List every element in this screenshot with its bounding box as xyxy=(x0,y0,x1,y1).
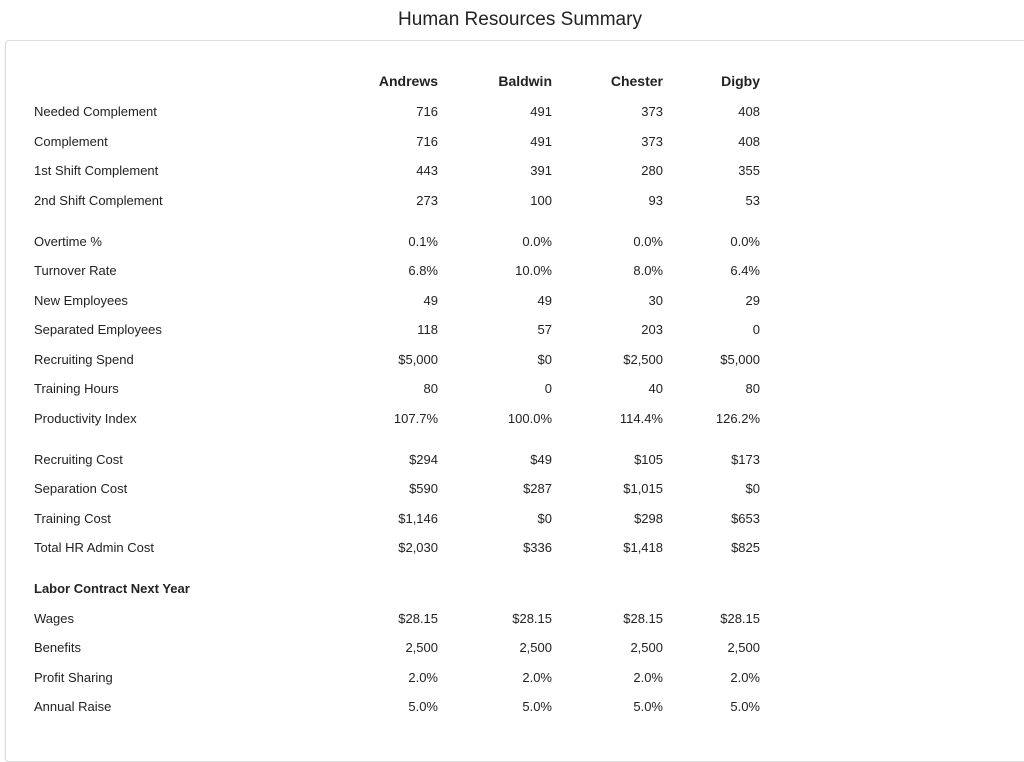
cell-chester: 280 xyxy=(641,163,663,178)
table-row xyxy=(34,191,774,211)
cell-digby: 6.4% xyxy=(730,263,760,278)
cell-baldwin: 100 xyxy=(530,193,552,208)
cell-digby: 408 xyxy=(738,134,760,149)
cell-chester: 5.0% xyxy=(633,699,663,714)
cell-digby: 80 xyxy=(745,381,760,396)
cell-digby: 53 xyxy=(745,193,760,208)
cell-baldwin: 491 xyxy=(530,134,552,149)
table-row xyxy=(34,350,774,370)
cell-chester: 2.0% xyxy=(633,670,663,685)
row-label: Recruiting Cost xyxy=(34,452,123,467)
cell-baldwin: 0.0% xyxy=(522,234,552,249)
page-title: Human Resources Summary xyxy=(398,9,642,30)
table-row xyxy=(34,320,774,340)
cell-chester: 114.4% xyxy=(619,411,663,426)
row-label: Needed Complement xyxy=(34,104,157,119)
row-label: Separated Employees xyxy=(34,322,162,337)
row-label: Overtime % xyxy=(34,234,102,249)
cell-andrews: 6.8% xyxy=(408,263,438,278)
cell-andrews: 107.7% xyxy=(393,411,438,426)
cell-chester: $298 xyxy=(634,511,663,526)
cell-andrews: $590 xyxy=(409,481,438,496)
cell-chester: $2,500 xyxy=(623,352,663,367)
row-label: Total HR Admin Cost xyxy=(34,540,154,555)
table-row xyxy=(34,379,774,399)
cell-baldwin: 391 xyxy=(530,163,552,178)
cell-digby: 2.0% xyxy=(730,670,760,685)
cell-andrews: 5.0% xyxy=(408,699,438,714)
cell-baldwin: 49 xyxy=(537,293,552,308)
cell-baldwin: 2.0% xyxy=(522,670,552,685)
cell-chester: 203 xyxy=(641,322,663,337)
cell-digby: 0.0% xyxy=(730,234,760,249)
cell-digby: 2,500 xyxy=(727,640,760,655)
cell-baldwin: 0 xyxy=(544,381,552,396)
cell-digby: $5,000 xyxy=(720,352,760,367)
column-header-baldwin: Baldwin xyxy=(498,73,552,89)
column-header-row xyxy=(34,71,774,91)
row-label: Annual Raise xyxy=(34,699,112,714)
cell-baldwin: $287 xyxy=(523,481,552,496)
row-label: Complement xyxy=(34,134,108,149)
cell-andrews: 443 xyxy=(416,163,438,178)
cell-digby: 408 xyxy=(738,104,760,119)
cell-chester: 30 xyxy=(648,293,663,308)
cell-andrews: 273 xyxy=(416,193,438,208)
cell-andrews: 49 xyxy=(423,293,438,308)
cell-baldwin: $0 xyxy=(537,511,552,526)
cell-chester: 40 xyxy=(648,381,663,396)
cell-andrews: $28.15 xyxy=(398,611,438,626)
row-label: Profit Sharing xyxy=(34,670,113,685)
cell-baldwin: $28.15 xyxy=(512,611,552,626)
row-label: Training Hours xyxy=(34,381,119,396)
column-header-andrews: Andrews xyxy=(378,73,438,89)
cell-digby: $825 xyxy=(731,540,760,555)
cell-chester: $1,015 xyxy=(623,481,663,496)
cell-andrews: 716 xyxy=(416,134,438,149)
row-label: Training Cost xyxy=(34,511,111,526)
cell-andrews: 2.0% xyxy=(408,670,438,685)
row-label: Turnover Rate xyxy=(34,263,117,278)
row-label: Recruiting Spend xyxy=(34,352,134,367)
table-row xyxy=(34,132,774,152)
cell-andrews: 2,500 xyxy=(405,640,438,655)
table-row xyxy=(34,261,774,281)
cell-digby: $653 xyxy=(731,511,760,526)
cell-baldwin: 5.0% xyxy=(522,699,552,714)
table-row xyxy=(34,609,774,629)
cell-baldwin: 57 xyxy=(537,322,552,337)
cell-andrews: 80 xyxy=(423,381,438,396)
cell-chester: 0.0% xyxy=(633,234,663,249)
row-label: New Employees xyxy=(34,293,128,308)
cell-andrews: $5,000 xyxy=(398,352,438,367)
table-row xyxy=(34,161,774,181)
table-row xyxy=(34,538,774,558)
cell-baldwin: 2,500 xyxy=(519,640,552,655)
table-row xyxy=(34,291,774,311)
cell-chester: 8.0% xyxy=(633,263,663,278)
cell-digby: $173 xyxy=(731,452,760,467)
cell-chester: 373 xyxy=(641,134,663,149)
row-label: Productivity Index xyxy=(34,411,137,426)
table-row xyxy=(34,509,774,529)
cell-digby: $28.15 xyxy=(720,611,760,626)
section-label: Labor Contract Next Year xyxy=(34,581,190,596)
cell-chester: 93 xyxy=(648,193,663,208)
cell-andrews: 0.1% xyxy=(408,234,438,249)
labor-contract-section-header xyxy=(34,579,774,599)
cell-digby: 355 xyxy=(738,163,760,178)
column-header-chester: Chester xyxy=(610,73,663,89)
cell-digby: 5.0% xyxy=(730,699,760,714)
table-row xyxy=(34,409,774,429)
cell-chester: $105 xyxy=(634,452,663,467)
row-label: 1st Shift Complement xyxy=(34,163,159,178)
row-label: Wages xyxy=(34,611,74,626)
cell-chester: 373 xyxy=(641,104,663,119)
cell-andrews: $294 xyxy=(409,452,438,467)
cell-andrews: $1,146 xyxy=(398,511,438,526)
cell-baldwin: 100.0% xyxy=(507,411,552,426)
row-label: Benefits xyxy=(34,640,81,655)
table-row xyxy=(34,479,774,499)
column-header-digby: Digby xyxy=(721,73,760,89)
cell-digby: $0 xyxy=(745,481,760,496)
row-label: Separation Cost xyxy=(34,481,128,496)
cell-chester: 2,500 xyxy=(630,640,663,655)
cell-baldwin: 491 xyxy=(530,104,552,119)
cell-andrews: 118 xyxy=(417,322,438,337)
cell-chester: $1,418 xyxy=(623,540,663,555)
cell-baldwin: $49 xyxy=(530,452,552,467)
cell-andrews: $2,030 xyxy=(398,540,438,555)
table-row xyxy=(34,668,774,688)
cell-digby: 0 xyxy=(752,322,760,337)
cell-digby: 29 xyxy=(745,293,760,308)
table-row xyxy=(34,697,774,717)
table-row xyxy=(34,638,774,658)
cell-chester: $28.15 xyxy=(623,611,663,626)
table-row xyxy=(34,102,774,122)
cell-digby: 126.2% xyxy=(715,411,760,426)
table-row xyxy=(34,232,774,252)
cell-baldwin: 10.0% xyxy=(515,263,552,278)
row-label: 2nd Shift Complement xyxy=(34,193,163,208)
cell-andrews: 716 xyxy=(416,104,438,119)
table-row xyxy=(34,450,774,470)
cell-baldwin: $0 xyxy=(537,352,552,367)
cell-baldwin: $336 xyxy=(523,540,552,555)
